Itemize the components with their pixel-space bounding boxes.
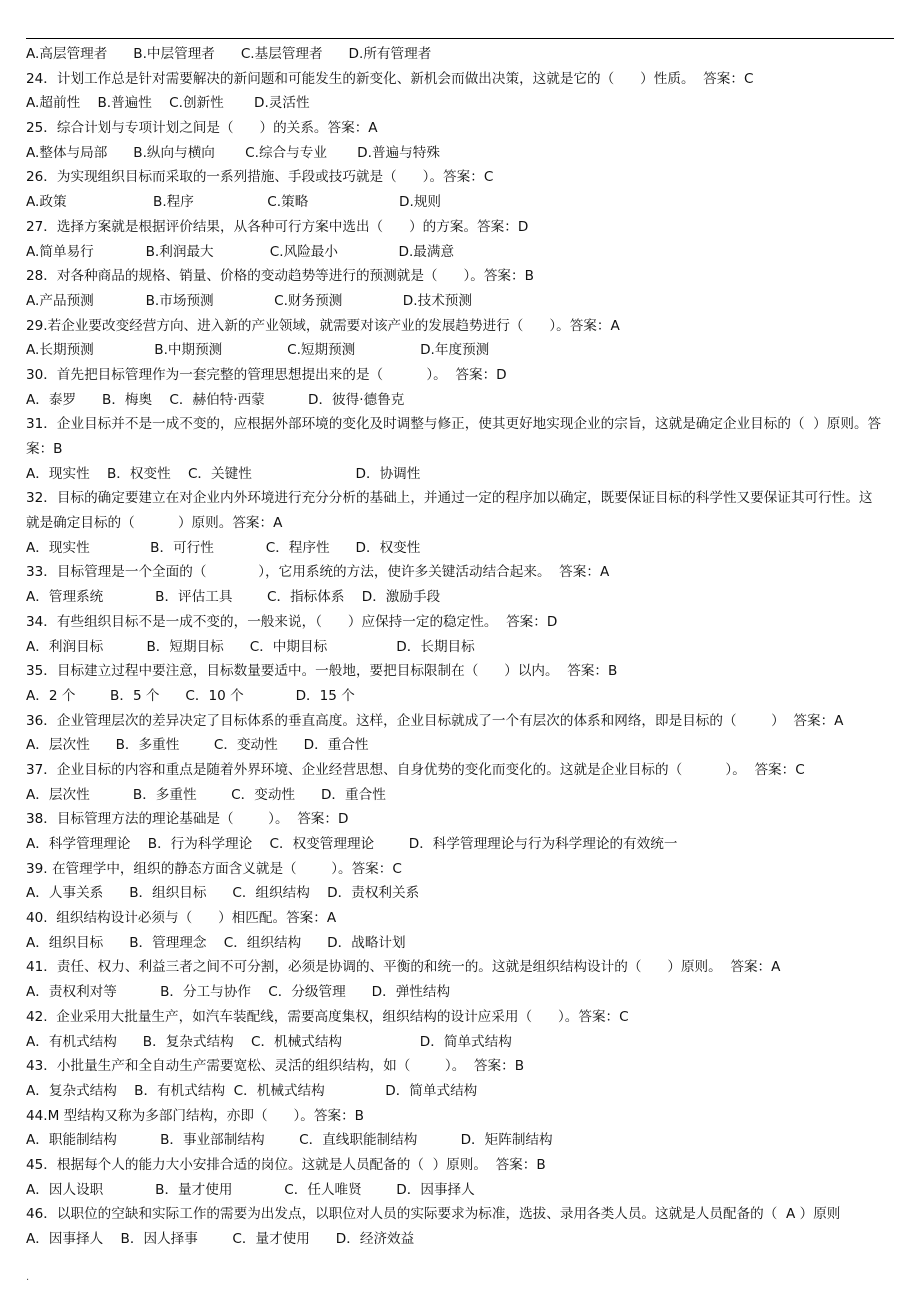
text-line: A．现实性 B．可行性 C．程序性 D．权变性 — [26, 539, 421, 556]
text-line: 28．对各种商品的规格、销量、价格的变动趋势等进行的预测就是（ ）。答案：B — [26, 268, 534, 285]
text-line: 27．选择方案就是根据评价结果，从各种可行方案中选出（ ）的方案。答案：D — [26, 218, 529, 235]
text-line: 43．小批量生产和全自动生产需要宽松、灵活的组织结构，如（ ）。 答案：B — [26, 1058, 525, 1075]
text-line: A．2 个 B．5 个 C．10 个 D．15 个 — [26, 687, 355, 704]
text-line: 36．企业管理层次的差异决定了目标体系的垂直高度。这样，企业目标就成了一个有层次的体系和网络，即是目标的（ ） 答案：A — [26, 712, 844, 729]
text-line: A．有机式结构 B．复杂式结构 C．机械式结构 D．简单式结构 — [26, 1033, 512, 1050]
text-line: 25．综合计划与专项计划之间是（ ）的关系。答案：A — [26, 120, 378, 137]
text-line: A．科学管理理论 B．行为科学理论 C．权变管理理论 D．科学管理理论与行为科学理论的有效统一 — [26, 836, 678, 852]
text-line: 29.若企业要改变经营方向、进入新的产业领域，就需要对该产业的发展趋势进行（ ）。答案：A — [26, 317, 620, 334]
text-line: A．因人设职 B．量才使用 C．任人唯贤 D．因事择人 — [26, 1181, 475, 1198]
text-line: A．责权利对等 B．分工与协作 C．分级管理 D．弹性结构 — [26, 984, 451, 1001]
text-line: A.超前性 B.普遍性 C.创新性 D.灵活性 — [26, 95, 310, 112]
footer-mark: . — [26, 1272, 30, 1283]
text-line: A．职能制结构 B．事业部制结构 C．直线职能制结构 D．矩阵制结构 — [26, 1132, 553, 1149]
text-line: 40. 组织结构设计必须与（ ）相匹配。答案：A — [26, 910, 337, 927]
text-line: A.产品预测 B.市场预测 C.财务预测 D.技术预测 — [26, 292, 472, 309]
text-line: 30．首先把目标管理作为一套完整的管理思想提出来的是（ ）。 答案：D — [26, 366, 507, 383]
text-line: 35．目标建立过程中要注意，目标数量要适中。一般地，要把目标限制在（ ）以内。 答案：B — [26, 663, 618, 680]
text-line: A.高层管理者 B.中层管理者 C.基层管理者 D.所有管理者 — [26, 46, 432, 62]
document-body — [26, 42, 894, 1252]
text-line: 39. 在管理学中，组织的静态方面含义就是（ ）。答案：C — [26, 860, 402, 877]
text-line: 38．目标管理方法的理论基础是（ ）。 答案：D — [26, 811, 349, 828]
text-line: A．泰罗 B．梅奥 C．赫伯特·西蒙 D．彼得·德鲁克 — [26, 391, 405, 408]
text-line: 41．责任、权力、利益三者之间不可分割，必须是协调的、平衡的和统一的。这就是组织结构设计的（ ）原则。 答案：A — [26, 959, 781, 976]
text-line: 32．目标的确定要建立在对企业内外环境进行充分分析的基础上，并通过一定的程序加以确定，既要保证目标的科学性又要保证其可行性。这 — [26, 490, 873, 507]
text-line: A.长期预测 B.中期预测 C.短期预测 D.年度预测 — [26, 342, 490, 359]
text-line: A．复杂式结构 B．有机式结构 C．机械式结构 D．简单式结构 — [26, 1082, 478, 1099]
text-line: A．层次性 B．多重性 C．变动性 D．重合性 — [26, 786, 386, 803]
text-line: 45．根据每个人的能力大小安排合适的岗位。这就是人员配备的（ ）原则。 答案：B — [26, 1156, 546, 1173]
text-line: 44.M 型结构又称为多部门结构，亦即（ ）。答案：B — [26, 1107, 364, 1124]
text-line: 34．有些组织目标不是一成不变的，一般来说，（ ）应保持一定的稳定性。 答案：D — [26, 613, 558, 630]
text-line: A．利润目标 B．短期目标 C．中期目标 D．长期目标 — [26, 638, 475, 655]
text-line: A．现实性 B．权变性 C．关键性 D．协调性 — [26, 465, 421, 482]
text-line: A．层次性 B．多重性 C．变动性 D．重合性 — [26, 737, 369, 754]
text-line: A.简单易行 B.利润最大 C.风险最小 D.最满意 — [26, 243, 455, 260]
header-rule — [26, 38, 894, 39]
text-line: A.整体与局部 B.纵向与横向 C.综合与专业 D.普遍与特殊 — [26, 144, 440, 161]
text-line: 33．目标管理是一个全面的（ ），它用系统的方法，使许多关键活动结合起来。 答案：A — [26, 564, 610, 581]
text-line: A．人事关系 B．组织目标 C．组织结构 D．责权利关系 — [26, 885, 420, 902]
text-line: 案：B — [26, 441, 63, 457]
text-line: 46．以职位的空缺和实际工作的需要为出发点，以职位对人员的实际要求为标准，选拔、录用各类人员。这就是人员配备的（ A ）原则 — [26, 1206, 841, 1223]
text-line: 42. 企业采用大批量生产，如汽车装配线，需要高度集权，组织结构的设计应采用（ ）。答案：C — [26, 1008, 629, 1025]
text-line: A．因事择人 B．因人择事 C．量才使用 D．经济效益 — [26, 1231, 415, 1247]
text-line: 就是确定目标的（ ）原则。答案：A — [26, 515, 283, 532]
text-line: 24．计划工作总是针对需要解决的新问题和可能发生的新变化、新机会而做出决策，这就是它的（ ）性质。 答案：C — [26, 70, 754, 87]
text-line: A.政策 B.程序 C.策略 D.规则 — [26, 194, 442, 211]
text-line: 31．企业目标并不是一成不变的，应根据外部环境的变化及时调整与修正，使其更好地实现企业的宗旨，这就是确定企业目标的（ ）原则。答 — [26, 416, 882, 433]
text-line: 26．为实现组织目标而采取的一系列措施、手段或技巧就是（ ）。答案：C — [26, 169, 494, 186]
text-line: A．组织目标 B．管理理念 C．组织结构 D．战略计划 — [26, 934, 406, 951]
text-line: 37．企业目标的内容和重点是随着外界环境、企业经营思想、自身优势的变化而变化的。这就是企业目标的（ ）。 答案：C — [26, 761, 805, 778]
text-line: A．管理系统 B．评估工具 C．指标体系 D．激励手段 — [26, 589, 441, 606]
